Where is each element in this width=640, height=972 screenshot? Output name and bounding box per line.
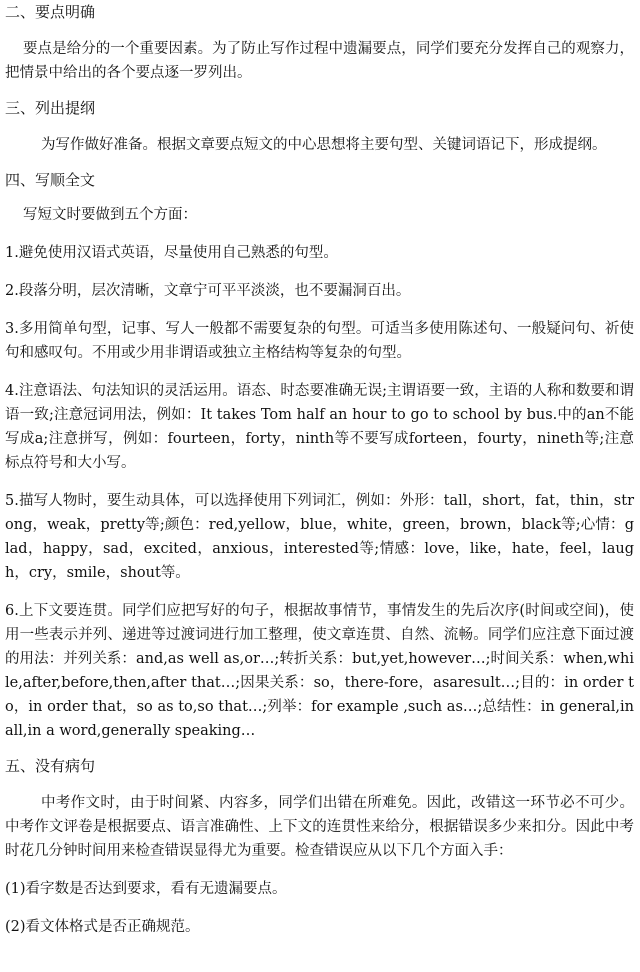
list-item-6: 6.上下文要连贯。同学们应把写好的句子，根据故事情节，事情发生的先后次序(时间或空间)，使用一些表示并列、递进等过渡词进行加工整理，使文章连贯、自然、流畅。同学们应注意下面过渡的用法：并列关系：and,as well as,or…;转折关系：but,yet,however…;时间关系：when,while,after,before,then,after that…;因果关系：so，there-fore，asaresult…;目的：in order to，in order that，so as to,so that…;列举：for example ,such as…;总结性：in general,in all,in a word,generally speaking… <box>5 603 634 739</box>
paragraph-outline: 为写作做好准备。根据文章要点短文的中心思想将主要句型、关键词语记下，形成提纲。 <box>41 137 607 153</box>
section-heading-no-errors: 五、没有病句 <box>5 757 96 775</box>
list-item-3: 3.多用简单句型，记事、写人一般都不需要复杂的句型。可适当多使用陈述句、一般疑问句、祈使句和感叹句。不用或少用非谓语或独立主格结构等复杂的句型。 <box>5 321 634 361</box>
list-item-2: 2.段落分明，层次清晰，文章宁可平平淡淡，也不要漏洞百出。 <box>5 283 411 299</box>
section-heading-outline: 三、列出提纲 <box>5 99 96 117</box>
list-item-1: 1.避免使用汉语式英语，尽量使用自己熟悉的句型。 <box>5 245 338 261</box>
paragraph-five-aspects-intro: 写短文时要做到五个方面： <box>23 207 197 223</box>
section-heading-write-full-text: 四、写顺全文 <box>5 171 96 189</box>
check-item-2: (2)看文体格式是否正确规范。 <box>5 919 200 935</box>
paragraph-key-points: 要点是给分的一个重要因素。为了防止写作过程中遗漏要点，同学们要充分发挥自己的观察力，把情景中给出的各个要点逐一罗列出。 <box>5 41 634 81</box>
check-item-1: (1)看字数是否达到要求，看有无遗漏要点。 <box>5 881 287 897</box>
section-heading-key-points: 二、要点明确 <box>5 3 96 21</box>
list-item-5: 5.描写人物时，要生动具体，可以选择使用下列词汇，例如：外形：tall，short，fat，thin，strong，weak，pretty等;颜色：red,yellow，blue，white，green，brown，black等;心情：glad，happy，sad，excited，anxious，interested等;情感：love，like，hate，feel，laugh，cry，smile，shout等。 <box>5 493 634 581</box>
list-item-4: 4.注意语法、句法知识的灵活运用。语态、时态要准确无误;主谓语要一致，主语的人称和数要和谓语一致;注意冠词用法，例如：It takes Tom half an hour to go to school by bus.中的an不能写成a;注意拼写，例如：fourteen，forty，ninth等不要写成forteen，fourty，nineth等;注意标点符号和大小写。 <box>5 383 634 471</box>
document-page <box>0 1 640 972</box>
paragraph-no-errors: 中考作文时，由于时间紧、内容多，同学们出错在所难免。因此，改错这一环节必不可少。中考作文评卷是根据要点、语言准确性、上下文的连贯性来给分，根据错误多少来扣分。因此中考时花几分钟时间用来检查错误显得尤为重要。检查错误应从以下几个方面入手： <box>5 795 634 859</box>
